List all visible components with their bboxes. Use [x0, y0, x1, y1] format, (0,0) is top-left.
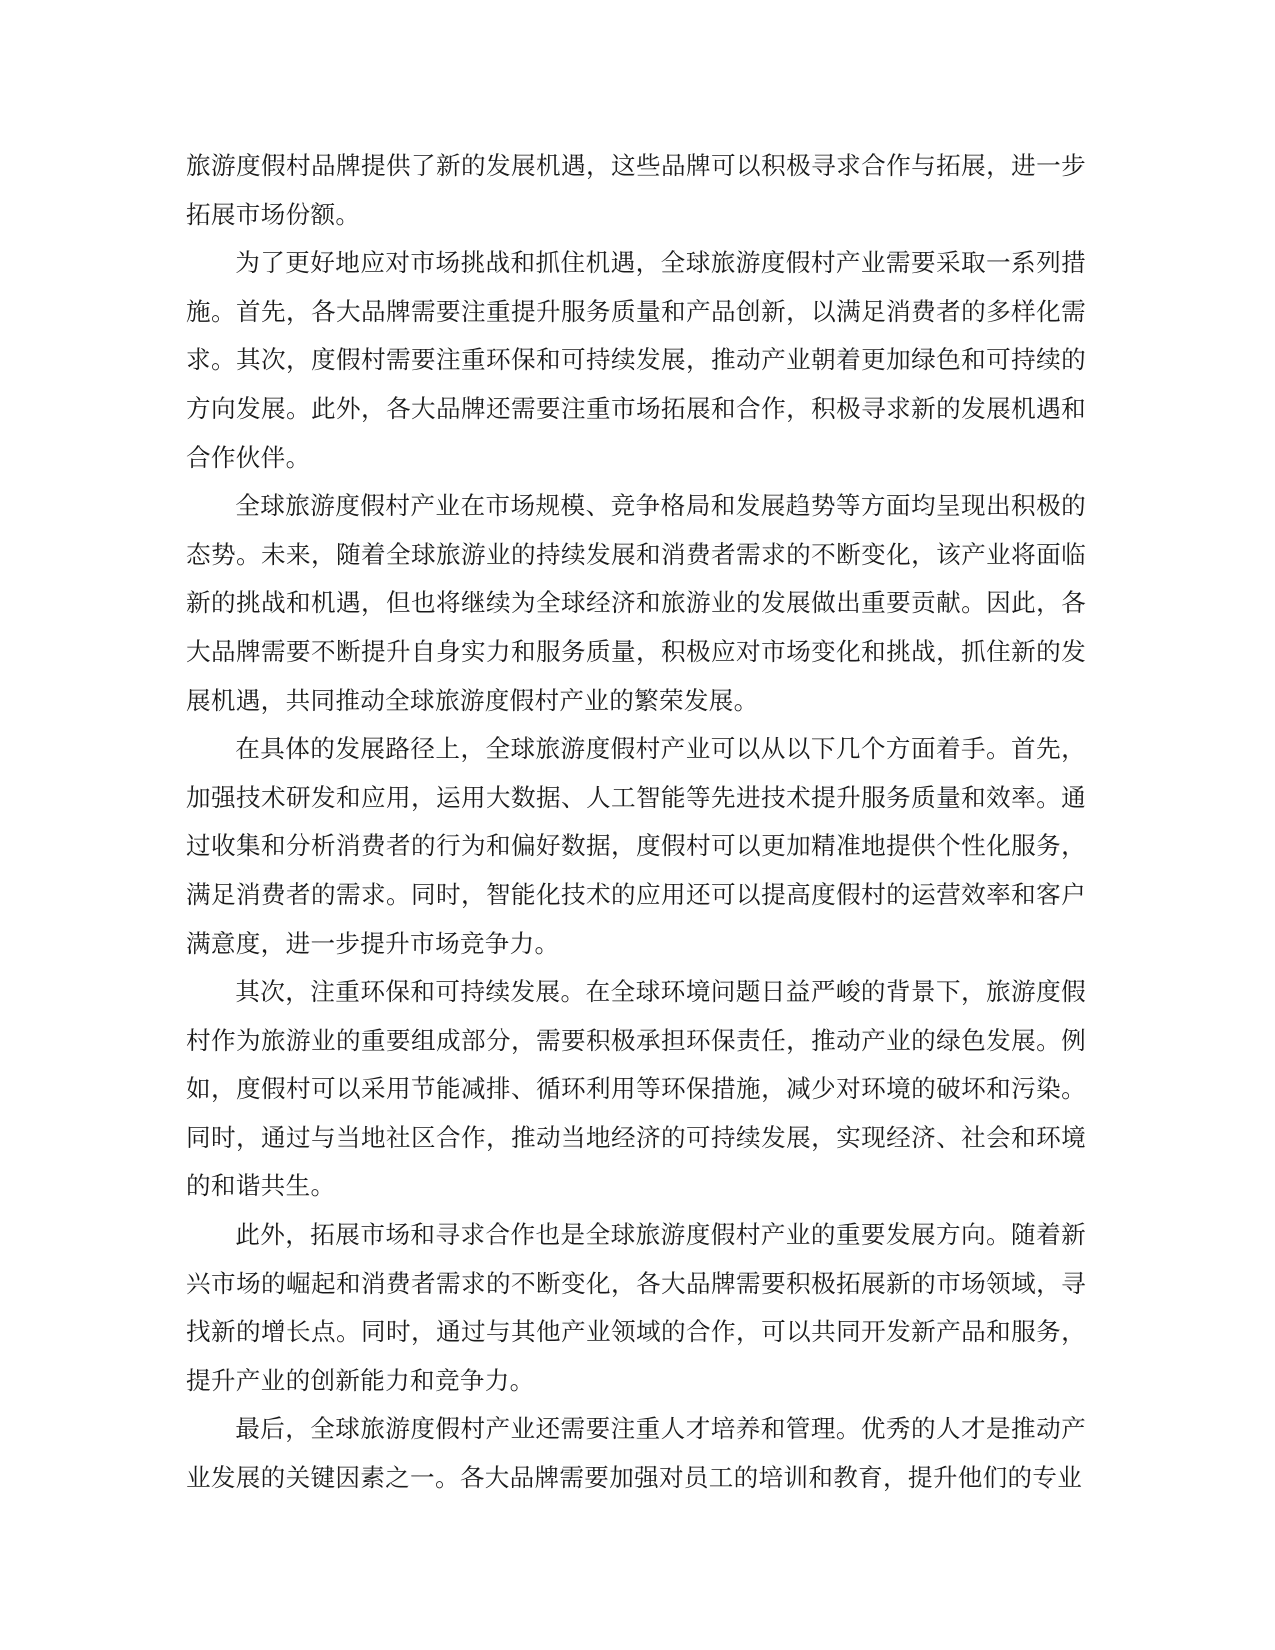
paragraph-continued: 旅游度假村品牌提供了新的发展机遇，这些品牌可以积极寻求合作与拓展，进一步拓展市场份额。 [186, 151, 1086, 229]
paragraph: 为了更好地应对市场挑战和抓住机遇，全球旅游度假村产业需要采取一系列措施。首先，各大品牌需要注重提升服务质量和产品创新，以满足消费者的多样化需求。其次，度假村需要注重环保和可持续发展，推动产业朝着更加绿色和可持续的方向发展。此外，各大品牌还需要注重市场拓展和合作，积极寻求新的发展机遇和合作伙伴。 [186, 248, 1086, 472]
paragraph: 其次，注重环保和可持续发展。在全球环境问题日益严峻的背景下，旅游度假村作为旅游业的重要组成部分，需要积极承担环保责任，推动产业的绿色发展。例如，度假村可以采用节能减排、循环利用等环保措施，减少对环境的破坏和污染。同时，通过与当地社区合作，推动当地经济的可持续发展，实现经济、社会和环境的和谐共生。 [186, 977, 1086, 1201]
paragraph: 此外，拓展市场和寻求合作也是全球旅游度假村产业的重要发展方向。随着新兴市场的崛起和消费者需求的不断变化，各大品牌需要积极拓展新的市场领域，寻找新的增长点。同时，通过与其他产业领域的合作，可以共同开发新产品和服务，提升产业的创新能力和竞争力。 [186, 1220, 1086, 1395]
paragraph: 在具体的发展路径上，全球旅游度假村产业可以从以下几个方面着手。首先，加强技术研发和应用，运用大数据、人工智能等先进技术提升服务质量和效率。通过收集和分析消费者的行为和偏好数据，度假村可以更加精准地提供个性化服务，满足消费者的需求。同时，智能化技术的应用还可以提高度假村的运营效率和客户满意度，进一步提升市场竞争力。 [186, 734, 1086, 958]
document-body [186, 142, 1086, 1503]
paragraph: 最后，全球旅游度假村产业还需要注重人才培养和管理。优秀的人才是推动产业发展的关键因素之一。各大品牌需要加强对员工的培训和教育，提升他们的专业 [186, 1414, 1086, 1493]
paragraph: 全球旅游度假村产业在市场规模、竞争格局和发展趋势等方面均呈现出积极的态势。未来，随着全球旅游业的持续发展和消费者需求的不断变化，该产业将面临新的挑战和机遇，但也将继续为全球经济和旅游业的发展做出重要贡献。因此，各大品牌需要不断提升自身实力和服务质量，积极应对市场变化和挑战，抓住新的发展机遇，共同推动全球旅游度假村产业的繁荣发展。 [186, 491, 1086, 715]
